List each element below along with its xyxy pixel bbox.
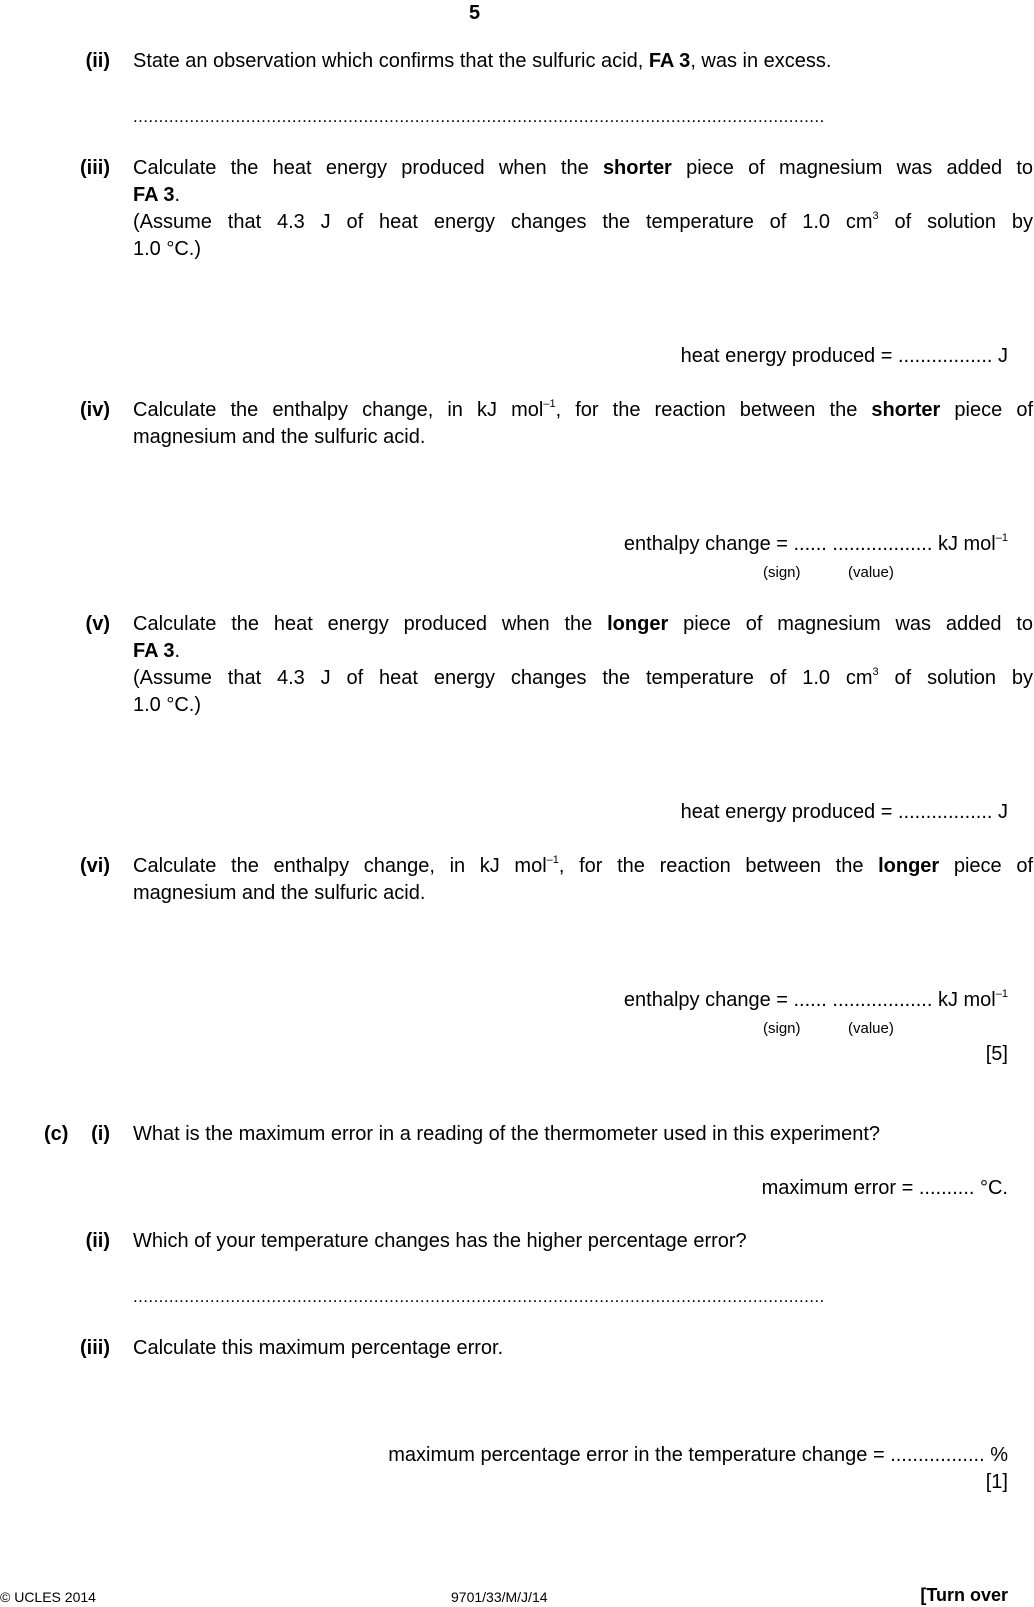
answer-line-b-ii[interactable]: ....................................................................................................................................... <box>133 108 825 125</box>
question-text-c-iii: Calculate this maximum percentage error. <box>133 1337 504 1359</box>
question-label-b-v: (v) <box>85 613 110 635</box>
question-label-c-i: (i) <box>91 1123 110 1145</box>
footer-turn-over: [Turn over <box>920 1585 1008 1605</box>
sign-caption-shorter: (sign) <box>763 564 801 581</box>
question-text-b-iii-line4: 1.0 °C.) <box>133 238 202 260</box>
question-label-b-ii: (ii) <box>85 50 110 72</box>
question-text-b-v: Calculate the heat energy produced when the longer piece of magnesium was added to <box>133 613 1033 635</box>
question-text-b-v-assume: (Assume that 4.3 J of heat energy changes the temperature of 1.0 $cm^3$ of solution by <box>133 666 1033 689</box>
question-text-b-ii: State an observation which confirms that the sulfuric acid, FA 3, was in excess. <box>133 50 832 72</box>
question-text-b-v-line2: FA 3. <box>133 640 181 662</box>
marks-c: [1] <box>985 1471 1008 1493</box>
question-label-c-ii: (ii) <box>85 1230 110 1252</box>
answer-max-percentage-error[interactable]: maximum percentage error in the temperature change = ................. % <box>388 1444 1008 1466</box>
question-text-c-ii: Which of your temperature changes has the higher percentage error? <box>133 1230 747 1252</box>
answer-heat-energy-longer[interactable]: heat energy produced = ................. J <box>680 801 1008 823</box>
answer-line-c-ii[interactable]: ....................................................................................................................................... <box>133 1288 825 1305</box>
answer-maximum-error[interactable]: maximum error = .......... °C. <box>761 1177 1008 1199</box>
question-text-b-iii-assume: (Assume that 4.3 J of heat energy changes the temperature of 1.0 $cm^3$ of solution by <box>133 210 1033 233</box>
question-label-b-vi: (vi) <box>80 855 110 877</box>
question-text-b-v-line4: 1.0 °C.) <box>133 694 202 716</box>
value-caption-shorter: (value) <box>848 564 894 581</box>
question-text-b-iii-line2: FA 3. <box>133 184 181 206</box>
question-text-b-vi-line2: magnesium and the sulfuric acid. <box>133 882 426 904</box>
footer-paper-code: 9701/33/M/J/14 <box>451 1589 548 1605</box>
question-label-b-iii: (iii) <box>80 157 110 179</box>
marks-b: [5] <box>985 1043 1008 1065</box>
page-number: 5 <box>469 2 481 24</box>
sign-caption-longer: (sign) <box>763 1020 801 1037</box>
question-label-c-iii: (iii) <box>80 1337 110 1359</box>
question-text-b-iv: Calculate the enthalpy change, in kJ mol$^{-1}$, for the reaction between the shorter piece of <box>133 398 1034 421</box>
question-text-b-vi: Calculate the enthalpy change, in kJ mol$^{-1}$, for the reaction between the longer piece of <box>133 854 1034 877</box>
question-text-b-iii: Calculate the heat energy produced when the shorter piece of magnesium was added to <box>133 157 1033 179</box>
question-text-b-iv-line2: magnesium and the sulfuric acid. <box>133 426 426 448</box>
question-text-c-i: What is the maximum error in a reading of the thermometer used in this experiment? <box>133 1123 880 1145</box>
answer-heat-energy-shorter[interactable]: heat energy produced = ................. J <box>680 345 1008 367</box>
part-label-c: (c) <box>44 1123 69 1145</box>
answer-enthalpy-shorter[interactable]: enthalpy change = ...... .................. kJ mol$^{-1}$ <box>623 532 1008 555</box>
footer-copyright: © UCLES 2014 <box>0 1589 96 1605</box>
question-label-b-iv: (iv) <box>80 399 110 421</box>
answer-enthalpy-longer[interactable]: enthalpy change = ...... .................. kJ mol$^{-1}$ <box>623 988 1008 1011</box>
value-caption-longer: (value) <box>848 1020 894 1037</box>
